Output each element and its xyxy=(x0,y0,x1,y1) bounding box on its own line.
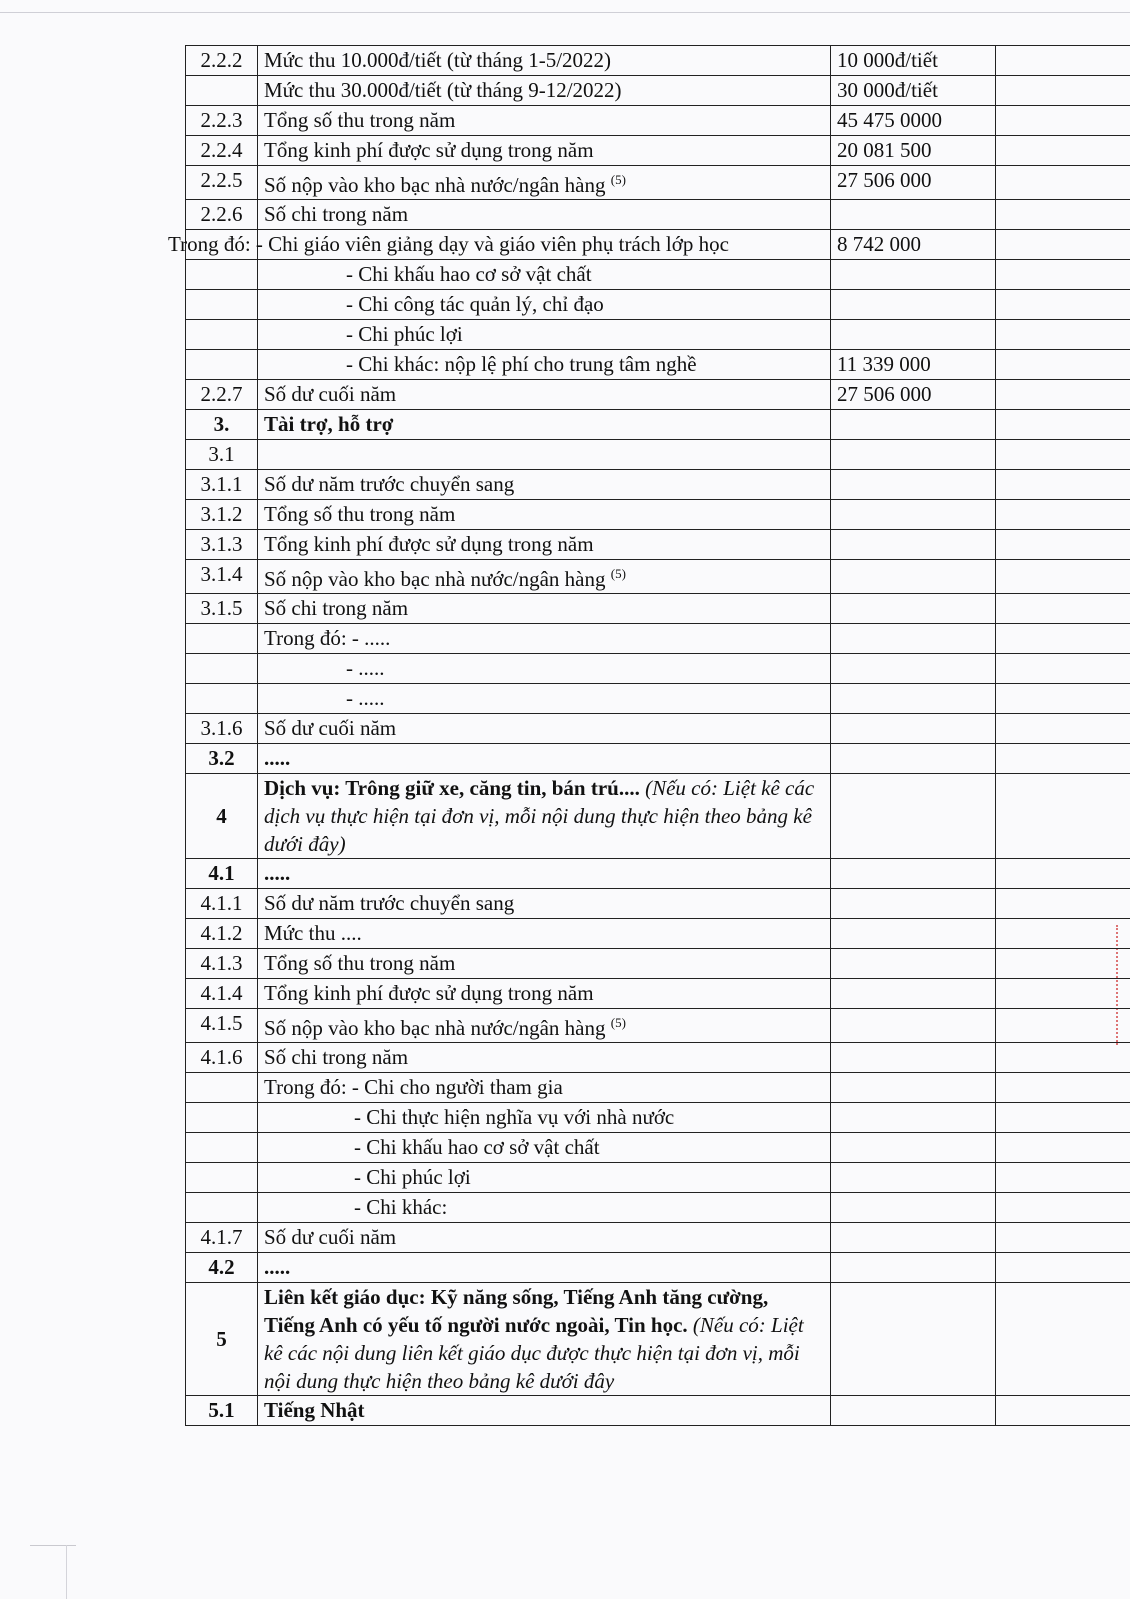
row-content xyxy=(258,1043,831,1073)
row-number: 4.1 xyxy=(186,859,258,889)
table-row xyxy=(186,714,1130,744)
row-number xyxy=(186,1103,258,1133)
row-notes xyxy=(996,714,1130,744)
row-amount xyxy=(831,1073,996,1103)
row-content-text: Số chi trong năm xyxy=(264,202,409,226)
section-note: (Nếu có: Liệt kê các dịch vụ thực hiện tại đơn vị, mỗi nội dung thực hiện theo bảng kê dưới đây) xyxy=(264,776,815,856)
row-amount: 27 506 000 xyxy=(831,380,996,410)
row-number xyxy=(186,1133,258,1163)
table-row xyxy=(186,774,1130,859)
row-notes xyxy=(996,1133,1130,1163)
row-content-text: Số chi trong năm xyxy=(264,596,409,620)
row-content xyxy=(258,350,831,380)
row-content xyxy=(258,410,831,440)
table-row xyxy=(186,1193,1130,1223)
row-number: 4.1.5 xyxy=(186,1009,258,1043)
table-row xyxy=(186,200,1130,230)
table-row xyxy=(186,470,1130,500)
row-number xyxy=(186,1073,258,1103)
row-amount xyxy=(831,410,996,440)
row-notes xyxy=(996,530,1130,560)
row-amount xyxy=(831,1009,996,1043)
row-number xyxy=(186,684,258,714)
row-notes xyxy=(996,1043,1130,1073)
row-number: 3.2 xyxy=(186,744,258,774)
row-number: 2.2.4 xyxy=(186,136,258,166)
row-number: 2.2.5 xyxy=(186,166,258,200)
row-number xyxy=(186,260,258,290)
row-content xyxy=(258,530,831,560)
row-number: 4 xyxy=(186,774,258,859)
row-content xyxy=(258,260,831,290)
row-content xyxy=(258,919,831,949)
row-number: 2.2.2 xyxy=(186,46,258,76)
row-content xyxy=(258,440,831,470)
row-number: 5 xyxy=(186,1283,258,1396)
row-content-text: Trong đó: - ..... xyxy=(264,626,391,650)
row-number xyxy=(186,350,258,380)
row-number: 3.1.2 xyxy=(186,500,258,530)
row-number xyxy=(186,76,258,106)
row-content xyxy=(258,1009,831,1043)
row-content xyxy=(258,624,831,654)
row-content xyxy=(258,1073,831,1103)
table-row xyxy=(186,1283,1130,1396)
row-number: 4.1.3 xyxy=(186,949,258,979)
row-notes xyxy=(996,470,1130,500)
row-content-prefix: Trong đó: - xyxy=(168,232,269,256)
row-notes xyxy=(996,560,1130,594)
row-content xyxy=(258,470,831,500)
row-content xyxy=(258,200,831,230)
row-amount xyxy=(831,889,996,919)
row-notes xyxy=(996,979,1130,1009)
row-number: 4.1.6 xyxy=(186,1043,258,1073)
row-notes xyxy=(996,200,1130,230)
table-row xyxy=(186,230,1130,260)
table-row xyxy=(186,919,1130,949)
table-row xyxy=(186,46,1130,76)
table-row xyxy=(186,260,1130,290)
table-row xyxy=(186,500,1130,530)
table-row xyxy=(186,320,1130,350)
row-notes xyxy=(996,1073,1130,1103)
table-row xyxy=(186,1253,1130,1283)
row-number: 4.2 xyxy=(186,1253,258,1283)
row-content xyxy=(258,500,831,530)
row-content-text: Mức thu 30.000đ/tiết (từ tháng 9-12/2022) xyxy=(264,78,622,102)
row-amount xyxy=(831,1396,996,1426)
row-notes xyxy=(996,106,1130,136)
row-notes xyxy=(996,380,1130,410)
row-amount xyxy=(831,260,996,290)
table-row xyxy=(186,560,1130,594)
footnote-ref: (5) xyxy=(610,172,626,187)
table-row xyxy=(186,684,1130,714)
row-content-text: Số chi trong năm xyxy=(264,1045,409,1069)
row-amount xyxy=(831,949,996,979)
row-notes xyxy=(996,166,1130,200)
row-content xyxy=(258,744,831,774)
row-notes xyxy=(996,1009,1130,1043)
row-amount xyxy=(831,1043,996,1073)
row-content-text: Số dư cuối năm xyxy=(264,1225,397,1249)
row-content xyxy=(258,380,831,410)
table-row xyxy=(186,1073,1130,1103)
row-number xyxy=(186,624,258,654)
row-number: 4.1.7 xyxy=(186,1223,258,1253)
row-content xyxy=(168,230,831,260)
row-notes xyxy=(996,654,1130,684)
row-amount xyxy=(831,200,996,230)
row-content xyxy=(258,1223,831,1253)
table-row xyxy=(186,859,1130,889)
row-amount xyxy=(831,320,996,350)
row-number: 2.2.7 xyxy=(186,380,258,410)
row-content xyxy=(258,166,831,200)
row-number xyxy=(186,320,258,350)
section-heading: Dịch vụ: Trông giữ xe, căng tin, bán trú.... xyxy=(264,776,646,800)
row-content xyxy=(258,684,831,714)
row-content-text: Số nộp vào kho bạc nhà nước/ngân hàng xyxy=(264,1016,606,1040)
row-amount: 20 081 500 xyxy=(831,136,996,166)
row-amount: 10 000đ/tiết xyxy=(831,46,996,76)
row-notes xyxy=(996,744,1130,774)
row-number: 4.1.1 xyxy=(186,889,258,919)
table-row xyxy=(186,1043,1130,1073)
row-notes xyxy=(996,440,1130,470)
row-amount: 45 475 0000 xyxy=(831,106,996,136)
row-notes xyxy=(996,230,1130,260)
row-notes xyxy=(996,949,1130,979)
row-amount xyxy=(831,440,996,470)
row-amount: 8 742 000 xyxy=(831,230,996,260)
row-amount xyxy=(831,594,996,624)
row-content-text: - Chi khác: xyxy=(354,1195,448,1219)
row-notes xyxy=(996,1283,1130,1396)
row-notes xyxy=(996,684,1130,714)
table-row xyxy=(186,744,1130,774)
table-row xyxy=(186,380,1130,410)
row-content xyxy=(258,106,831,136)
row-content-text: Số dư cuối năm xyxy=(264,382,397,406)
row-amount xyxy=(831,919,996,949)
row-number: 4.1.4 xyxy=(186,979,258,1009)
row-content-text: Tổng số thu trong năm xyxy=(264,108,456,132)
row-content-text: Tài trợ, hỗ trợ xyxy=(264,412,394,436)
footnote-ref: (5) xyxy=(610,1015,626,1030)
row-amount xyxy=(831,774,996,859)
row-content xyxy=(258,1253,831,1283)
row-content-text: - Chi khấu hao cơ sở vật chất xyxy=(346,262,592,286)
table-row xyxy=(186,440,1130,470)
finance-table-body xyxy=(168,46,1130,1426)
row-content-text: Trong đó: - Chi cho người tham gia xyxy=(264,1075,563,1099)
row-content-text: ..... xyxy=(264,861,291,885)
row-content-text: Chi giáo viên giảng dạy và giáo viên phụ trách lớp học xyxy=(268,232,729,256)
row-content xyxy=(258,654,831,684)
row-content-text: Số dư năm trước chuyển sang xyxy=(264,891,515,915)
row-notes xyxy=(996,1253,1130,1283)
row-content-text: - Chi công tác quản lý, chỉ đạo xyxy=(346,292,604,316)
row-content-text: ..... xyxy=(264,1255,291,1279)
table-row xyxy=(186,106,1130,136)
row-number: 3.1.1 xyxy=(186,470,258,500)
table-row xyxy=(186,530,1130,560)
table-row xyxy=(186,1133,1130,1163)
row-content-text: Số nộp vào kho bạc nhà nước/ngân hàng xyxy=(264,173,606,197)
row-content-text: - Chi thực hiện nghĩa vụ với nhà nước xyxy=(354,1105,675,1129)
table-row xyxy=(186,949,1130,979)
row-content-text: Tổng số thu trong năm xyxy=(264,951,456,975)
row-amount xyxy=(831,714,996,744)
table-row xyxy=(186,1223,1130,1253)
row-content-text: Tổng kinh phí được sử dụng trong năm xyxy=(264,532,594,556)
row-content xyxy=(258,46,831,76)
table-row xyxy=(186,1103,1130,1133)
row-content xyxy=(258,1133,831,1163)
row-notes xyxy=(996,1193,1130,1223)
finance-table xyxy=(168,45,1130,1426)
row-notes xyxy=(996,1103,1130,1133)
table-row xyxy=(186,624,1130,654)
row-amount xyxy=(831,624,996,654)
row-notes xyxy=(996,889,1130,919)
row-content-text: - ..... xyxy=(346,686,385,710)
row-amount xyxy=(831,684,996,714)
row-number: 2.2.6 xyxy=(186,200,258,230)
row-notes xyxy=(996,76,1130,106)
section-note: (Nếu có: Liệt kê các nội dung liên kết giáo dục được thực hiện tại đơn vị, mỗi nội dung thực hiện theo bảng kê dưới đây xyxy=(264,1313,804,1393)
row-content xyxy=(258,949,831,979)
row-amount xyxy=(831,654,996,684)
row-notes xyxy=(996,774,1130,859)
page-top-rule xyxy=(0,12,1130,13)
footnote-ref: (5) xyxy=(610,566,626,581)
row-content-text: ..... xyxy=(264,746,291,770)
row-content xyxy=(258,290,831,320)
row-content-text: - ..... xyxy=(346,656,385,680)
row-number: 3.1.6 xyxy=(186,714,258,744)
row-content-text: - Chi khác: nộp lệ phí cho trung tâm nghề xyxy=(346,352,697,376)
row-content xyxy=(258,136,831,166)
table-row xyxy=(186,594,1130,624)
row-amount xyxy=(831,744,996,774)
row-content xyxy=(258,1103,831,1133)
row-notes xyxy=(996,1396,1130,1426)
table-row xyxy=(186,166,1130,200)
row-content xyxy=(258,889,831,919)
row-amount xyxy=(831,1253,996,1283)
row-number xyxy=(186,1193,258,1223)
row-content-text: - Chi khấu hao cơ sở vật chất xyxy=(354,1135,600,1159)
row-amount xyxy=(831,530,996,560)
row-amount xyxy=(831,1133,996,1163)
scan-mark xyxy=(66,1545,67,1599)
row-notes xyxy=(996,919,1130,949)
row-number: 3. xyxy=(186,410,258,440)
row-content-text: - Chi phúc lợi xyxy=(346,322,463,346)
row-amount: 11 339 000 xyxy=(831,350,996,380)
row-content xyxy=(258,859,831,889)
row-notes xyxy=(996,500,1130,530)
row-content xyxy=(258,1193,831,1223)
row-amount xyxy=(831,979,996,1009)
row-content xyxy=(258,594,831,624)
row-amount xyxy=(831,560,996,594)
row-content xyxy=(258,774,831,859)
row-content-text: Tổng kinh phí được sử dụng trong năm xyxy=(264,981,594,1005)
table-row xyxy=(186,654,1130,684)
row-amount xyxy=(831,859,996,889)
row-number: 5.1 xyxy=(186,1396,258,1426)
table-row xyxy=(186,76,1130,106)
row-content-text: Mức thu .... xyxy=(264,921,362,945)
row-number: 3.1.5 xyxy=(186,594,258,624)
table-row xyxy=(186,410,1130,440)
table-row xyxy=(186,889,1130,919)
row-notes xyxy=(996,594,1130,624)
row-amount xyxy=(831,1223,996,1253)
table-row xyxy=(186,350,1130,380)
table-row xyxy=(186,979,1130,1009)
row-number: 4.1.2 xyxy=(186,919,258,949)
row-number: 3.1.4 xyxy=(186,560,258,594)
row-notes xyxy=(996,350,1130,380)
table-row xyxy=(186,1009,1130,1043)
row-amount xyxy=(831,500,996,530)
row-content xyxy=(258,320,831,350)
row-number xyxy=(186,654,258,684)
row-content-text: Tổng kinh phí được sử dụng trong năm xyxy=(264,138,594,162)
row-content-text: Số dư cuối năm xyxy=(264,716,397,740)
row-number: 3.1 xyxy=(186,440,258,470)
row-number xyxy=(186,1163,258,1193)
table-row xyxy=(186,290,1130,320)
row-content xyxy=(258,560,831,594)
row-number xyxy=(186,290,258,320)
row-notes xyxy=(996,290,1130,320)
row-notes xyxy=(996,320,1130,350)
row-amount xyxy=(831,1163,996,1193)
scan-mark xyxy=(30,1545,76,1546)
row-number: 2.2.3 xyxy=(186,106,258,136)
row-notes xyxy=(996,260,1130,290)
table-row xyxy=(186,1163,1130,1193)
row-notes xyxy=(996,410,1130,440)
row-number: 3.1.3 xyxy=(186,530,258,560)
row-amount xyxy=(831,1103,996,1133)
table-row xyxy=(186,1396,1130,1426)
table-row xyxy=(186,136,1130,166)
row-content xyxy=(258,1283,831,1396)
row-notes xyxy=(996,624,1130,654)
row-content xyxy=(258,76,831,106)
row-content xyxy=(258,714,831,744)
row-amount xyxy=(831,1193,996,1223)
row-amount xyxy=(831,1283,996,1396)
row-notes xyxy=(996,46,1130,76)
section-heading: Liên kết giáo dục: Kỹ năng sống, Tiếng Anh tăng cường, Tiếng Anh có yếu tố người nước ngoài, Tin học. xyxy=(264,1285,769,1337)
row-notes xyxy=(996,136,1130,166)
row-content-text: Tổng số thu trong năm xyxy=(264,502,456,526)
row-content-text: - Chi phúc lợi xyxy=(354,1165,471,1189)
row-content xyxy=(258,1163,831,1193)
row-amount xyxy=(831,470,996,500)
row-amount: 30 000đ/tiết xyxy=(831,76,996,106)
row-content xyxy=(258,979,831,1009)
row-content-text: Tiếng Nhật xyxy=(264,1398,365,1422)
row-notes xyxy=(996,859,1130,889)
row-amount: 27 506 000 xyxy=(831,166,996,200)
row-content-text: Mức thu 10.000đ/tiết (từ tháng 1-5/2022) xyxy=(264,48,612,72)
row-content xyxy=(258,1396,831,1426)
row-notes xyxy=(996,1223,1130,1253)
row-notes xyxy=(996,1163,1130,1193)
row-content-text: Số nộp vào kho bạc nhà nước/ngân hàng xyxy=(264,567,606,591)
row-amount xyxy=(831,290,996,320)
row-content-text: Số dư năm trước chuyển sang xyxy=(264,472,515,496)
